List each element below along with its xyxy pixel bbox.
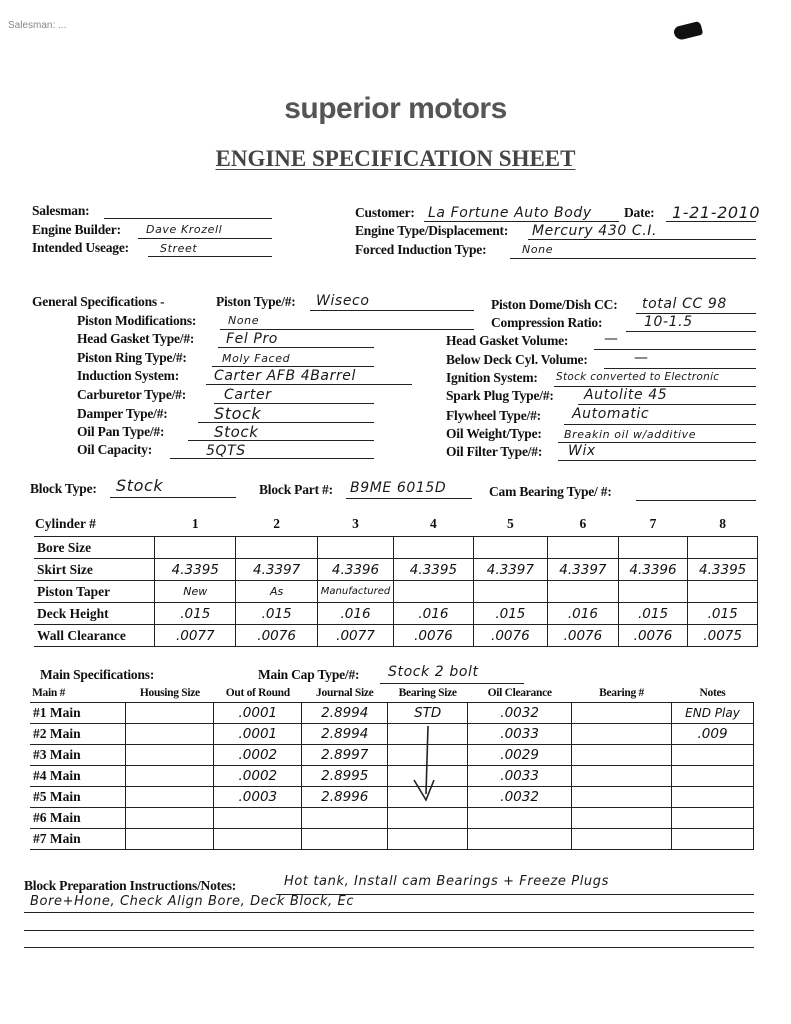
cell: 2.8994 bbox=[302, 703, 388, 724]
main-col-oil-clearance: Oil Clearance bbox=[487, 687, 552, 699]
head-gasket-value: Fel Pro bbox=[226, 331, 278, 347]
cylinder-col-6: 6 bbox=[579, 516, 587, 531]
main-specs-table bbox=[30, 684, 754, 850]
cell: .0032 bbox=[468, 787, 572, 808]
cell bbox=[688, 581, 758, 603]
cell: .016 bbox=[394, 603, 473, 625]
cell bbox=[548, 581, 619, 603]
cell bbox=[236, 537, 317, 559]
block-type-label: Block Type: bbox=[30, 481, 97, 496]
below-deck-line bbox=[604, 368, 756, 369]
cell bbox=[572, 808, 672, 829]
cell bbox=[672, 745, 754, 766]
engine-builder-value: Dave Krozell bbox=[146, 223, 223, 236]
cell: Manufactured bbox=[317, 581, 393, 603]
cell bbox=[672, 766, 754, 787]
cam-bearing-label: Cam Bearing Type/ #: bbox=[489, 484, 612, 499]
ignition-value: Stock converted to Electronic bbox=[556, 371, 720, 383]
block-type-line bbox=[110, 497, 236, 498]
cell bbox=[302, 829, 388, 850]
piston-type-line bbox=[310, 310, 474, 311]
cell: .0002 bbox=[214, 745, 302, 766]
cell: 4.3396 bbox=[317, 559, 393, 581]
row-label: #5 Main bbox=[30, 787, 126, 808]
cell bbox=[572, 787, 672, 808]
cylinder-row-piston-taper bbox=[34, 581, 758, 603]
piston-ring-label: Piston Ring Type/#: bbox=[77, 350, 187, 365]
oil-filter-label: Oil Filter Type/#: bbox=[446, 444, 543, 459]
intended-usage-label: Intended Useage: bbox=[32, 240, 129, 255]
oil-pan-label: Oil Pan Type/#: bbox=[77, 424, 165, 439]
piston-mods-label: Piston Modifications: bbox=[77, 313, 197, 328]
head-gasket-line bbox=[218, 347, 374, 348]
cell bbox=[688, 537, 758, 559]
cell bbox=[572, 829, 672, 850]
main-col-bearing-number: Bearing # bbox=[599, 687, 644, 699]
cell bbox=[473, 581, 548, 603]
main-cap-type-value: Stock 2 bolt bbox=[388, 664, 479, 680]
induction-line bbox=[206, 384, 412, 385]
cell: .015 bbox=[688, 603, 758, 625]
cell: 4.3396 bbox=[618, 559, 688, 581]
row-label: #4 Main bbox=[30, 766, 126, 787]
carburetor-label: Carburetor Type/#: bbox=[77, 387, 187, 402]
fax-header-text: Salesman: ... bbox=[8, 20, 67, 31]
oil-pan-value: Stock bbox=[214, 423, 259, 441]
head-gasket-volume-value: — bbox=[604, 331, 619, 347]
engine-type-label: Engine Type/Displacement: bbox=[355, 223, 509, 238]
notes-line-1-text: Hot tank, Install cam Bearings + Freeze Plugs bbox=[284, 874, 609, 889]
piston-type-value: Wiseco bbox=[316, 293, 370, 309]
row-label: #3 Main bbox=[30, 745, 126, 766]
cylinder-header-label: Cylinder # bbox=[35, 516, 96, 531]
notes-line-4 bbox=[24, 947, 754, 948]
cell bbox=[126, 703, 214, 724]
cell: 4.3395 bbox=[688, 559, 758, 581]
piston-dome-value: total CC 98 bbox=[642, 296, 727, 312]
compression-value: 10-1.5 bbox=[644, 314, 693, 330]
main-row bbox=[30, 808, 754, 829]
cell bbox=[394, 537, 473, 559]
below-deck-label: Below Deck Cyl. Volume: bbox=[446, 352, 588, 367]
cell: .015 bbox=[155, 603, 236, 625]
piston-mods-line bbox=[220, 329, 474, 330]
oil-capacity-label: Oil Capacity: bbox=[77, 442, 153, 457]
compression-label: Compression Ratio: bbox=[491, 315, 603, 330]
cylinder-row-wall-clearance bbox=[34, 625, 758, 647]
cell: 2.8996 bbox=[302, 787, 388, 808]
cell: .0001 bbox=[214, 724, 302, 745]
main-row bbox=[30, 829, 754, 850]
engine-type-value: Mercury 430 C.I. bbox=[532, 223, 658, 239]
cell bbox=[468, 829, 572, 850]
intended-usage-line bbox=[148, 256, 272, 257]
main-row bbox=[30, 724, 754, 745]
carburetor-value: Carter bbox=[224, 387, 272, 403]
cylinder-col-1: 1 bbox=[191, 516, 199, 531]
main-header-row bbox=[30, 684, 754, 703]
row-label: Bore Size bbox=[34, 537, 155, 559]
damper-label: Damper Type/#: bbox=[77, 406, 168, 421]
spark-plug-value: Autolite 45 bbox=[584, 387, 668, 403]
cell: .009 bbox=[672, 724, 754, 745]
cell: 4.3395 bbox=[394, 559, 473, 581]
cell: .0033 bbox=[468, 766, 572, 787]
row-label: Deck Height bbox=[34, 603, 155, 625]
cell: .0076 bbox=[618, 625, 688, 647]
cell bbox=[572, 724, 672, 745]
cell bbox=[126, 808, 214, 829]
row-label: #1 Main bbox=[30, 703, 126, 724]
piston-ring-line bbox=[212, 366, 374, 367]
cell bbox=[394, 581, 473, 603]
main-col-journal: Journal Size bbox=[316, 687, 374, 699]
cell: .015 bbox=[473, 603, 548, 625]
flywheel-line bbox=[564, 424, 756, 425]
cell: .0076 bbox=[473, 625, 548, 647]
cell: STD bbox=[388, 703, 468, 724]
cell bbox=[468, 808, 572, 829]
main-cap-type-label: Main Cap Type/#: bbox=[258, 667, 360, 682]
cell bbox=[473, 537, 548, 559]
date-value: 1-21-2010 bbox=[672, 203, 761, 222]
oil-weight-value: Breakin oil w/additive bbox=[564, 428, 697, 441]
general-specs-label: General Specifications - bbox=[32, 294, 165, 309]
head-gasket-volume-label: Head Gasket Volume: bbox=[446, 333, 569, 348]
cell bbox=[302, 808, 388, 829]
ignition-label: Ignition System: bbox=[446, 370, 538, 385]
cylinder-col-7: 7 bbox=[649, 516, 657, 531]
ink-smudge bbox=[673, 21, 704, 41]
flywheel-label: Flywheel Type/#: bbox=[446, 408, 541, 423]
cell: .0076 bbox=[394, 625, 473, 647]
piston-type-label: Piston Type/#: bbox=[216, 294, 296, 309]
main-row bbox=[30, 745, 754, 766]
piston-mods-value: None bbox=[228, 314, 260, 327]
cylinder-col-3: 3 bbox=[352, 516, 359, 531]
block-part-line bbox=[346, 498, 472, 499]
flywheel-value: Automatic bbox=[572, 406, 650, 422]
page-title: ENGINE SPECIFICATION SHEET bbox=[215, 146, 576, 171]
engine-type-line bbox=[528, 239, 756, 240]
cell: 4.3395 bbox=[155, 559, 236, 581]
cell: 2.8995 bbox=[302, 766, 388, 787]
notes-label: Block Preparation Instructions/Notes: bbox=[24, 878, 237, 893]
cell bbox=[155, 537, 236, 559]
cell: .0076 bbox=[236, 625, 317, 647]
cell: 4.3397 bbox=[548, 559, 619, 581]
cell bbox=[214, 808, 302, 829]
cylinder-row-deck-height bbox=[34, 603, 758, 625]
cell bbox=[388, 808, 468, 829]
cylinder-row-bore-size bbox=[34, 537, 758, 559]
cell: END Play bbox=[672, 703, 754, 724]
cylinder-col-8: 8 bbox=[719, 516, 727, 531]
row-label: #2 Main bbox=[30, 724, 126, 745]
head-gasket-label: Head Gasket Type/#: bbox=[77, 331, 195, 346]
cylinder-col-2: 2 bbox=[273, 516, 280, 531]
row-label: Wall Clearance bbox=[34, 625, 155, 647]
cell bbox=[126, 745, 214, 766]
cell: .0032 bbox=[468, 703, 572, 724]
cell: .0003 bbox=[214, 787, 302, 808]
cam-bearing-line bbox=[636, 500, 756, 501]
cell bbox=[572, 745, 672, 766]
cell bbox=[672, 829, 754, 850]
cell: 4.3397 bbox=[236, 559, 317, 581]
cylinder-col-5: 5 bbox=[506, 516, 514, 531]
company-logo: superior motors bbox=[284, 92, 507, 125]
cell bbox=[572, 766, 672, 787]
cell: .0077 bbox=[317, 625, 393, 647]
main-row bbox=[30, 703, 754, 724]
cell: 2.8994 bbox=[302, 724, 388, 745]
date-label: Date: bbox=[624, 205, 655, 220]
cell bbox=[214, 829, 302, 850]
cell: .0002 bbox=[214, 766, 302, 787]
forced-induction-value: None bbox=[522, 243, 554, 256]
piston-ring-value: Moly Faced bbox=[222, 352, 291, 365]
cell bbox=[126, 787, 214, 808]
customer-label: Customer: bbox=[355, 205, 415, 220]
oil-capacity-value: 5QTS bbox=[206, 443, 246, 459]
cell: As bbox=[236, 581, 317, 603]
cell: .0033 bbox=[468, 724, 572, 745]
cell: .016 bbox=[548, 603, 619, 625]
main-col-notes: Notes bbox=[699, 687, 726, 699]
block-part-label: Block Part #: bbox=[259, 482, 333, 497]
main-row bbox=[30, 787, 754, 808]
engine-builder-line bbox=[138, 238, 272, 239]
main-col-housing: Housing Size bbox=[139, 687, 200, 699]
cell bbox=[672, 808, 754, 829]
cell: .0029 bbox=[468, 745, 572, 766]
cylinder-row-skirt-size bbox=[34, 559, 758, 581]
induction-value: Carter AFB 4Barrel bbox=[214, 368, 357, 384]
cylinder-col-4: 4 bbox=[430, 516, 437, 531]
block-part-value: B9ME 6015D bbox=[350, 480, 447, 496]
oil-filter-line bbox=[558, 460, 756, 461]
notes-line-3 bbox=[24, 930, 754, 931]
cylinder-header-row bbox=[34, 512, 758, 537]
cell: .0001 bbox=[214, 703, 302, 724]
customer-value: La Fortune Auto Body bbox=[428, 205, 592, 221]
forced-induction-label: Forced Induction Type: bbox=[355, 242, 487, 257]
cell: .0077 bbox=[155, 625, 236, 647]
arrow-down-icon bbox=[400, 722, 440, 808]
cell: 2.8997 bbox=[302, 745, 388, 766]
cell bbox=[618, 537, 688, 559]
notes-line-2 bbox=[24, 912, 754, 913]
cell bbox=[672, 787, 754, 808]
engine-builder-label: Engine Builder: bbox=[32, 222, 121, 237]
cell bbox=[572, 703, 672, 724]
damper-value: Stock bbox=[214, 404, 262, 423]
salesman-label: Salesman: bbox=[32, 203, 90, 218]
main-col-bearing-size: Bearing Size bbox=[398, 687, 457, 699]
cell bbox=[618, 581, 688, 603]
cell: .015 bbox=[618, 603, 688, 625]
head-gasket-volume-line bbox=[594, 349, 756, 350]
cell bbox=[126, 766, 214, 787]
cell: 4.3397 bbox=[473, 559, 548, 581]
forced-induction-line bbox=[510, 258, 756, 259]
row-label: Piston Taper bbox=[34, 581, 155, 603]
cell bbox=[317, 537, 393, 559]
cell: .015 bbox=[236, 603, 317, 625]
oil-weight-label: Oil Weight/Type: bbox=[446, 426, 542, 441]
cell bbox=[548, 537, 619, 559]
oil-capacity-line bbox=[170, 458, 374, 459]
customer-line bbox=[424, 221, 619, 222]
cell: New bbox=[155, 581, 236, 603]
main-specs-label: Main Specifications: bbox=[40, 667, 155, 682]
row-label: #7 Main bbox=[30, 829, 126, 850]
cell bbox=[126, 724, 214, 745]
cell bbox=[388, 829, 468, 850]
notes-line-2-text: Bore+Hone, Check Align Bore, Deck Block, Ec bbox=[30, 894, 355, 909]
piston-dome-label: Piston Dome/Dish CC: bbox=[491, 297, 618, 312]
row-label: Skirt Size bbox=[34, 559, 155, 581]
main-col-main: Main # bbox=[32, 687, 66, 699]
induction-label: Induction System: bbox=[77, 368, 179, 383]
spark-plug-line bbox=[578, 404, 756, 405]
cylinder-table bbox=[34, 512, 758, 647]
spark-plug-label: Spark Plug Type/#: bbox=[446, 388, 554, 403]
salesman-line bbox=[104, 218, 272, 219]
cell: .016 bbox=[317, 603, 393, 625]
oil-filter-value: Wix bbox=[568, 443, 596, 459]
compression-line bbox=[626, 331, 756, 332]
row-label: #6 Main bbox=[30, 808, 126, 829]
main-col-out-of-round: Out of Round bbox=[225, 687, 290, 699]
cell bbox=[126, 829, 214, 850]
below-deck-value: — bbox=[634, 350, 649, 366]
intended-usage-value: Street bbox=[160, 242, 198, 255]
cell: .0075 bbox=[688, 625, 758, 647]
cell: .0076 bbox=[548, 625, 619, 647]
main-row bbox=[30, 766, 754, 787]
block-type-value: Stock bbox=[116, 476, 164, 495]
